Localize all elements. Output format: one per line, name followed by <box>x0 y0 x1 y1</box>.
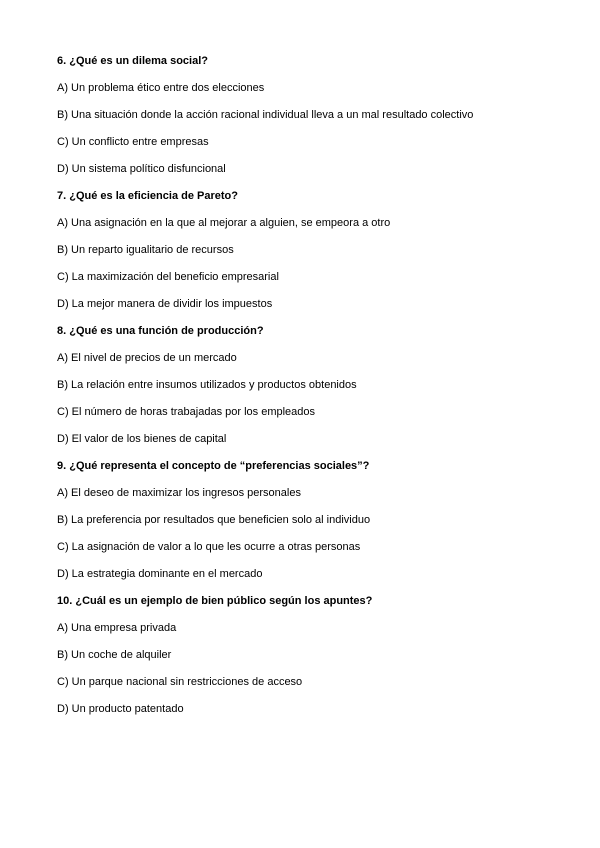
option-b: B) Una situación donde la acción racional individual lleva a un mal resultado colectivo <box>57 109 474 121</box>
option-a: A) Una empresa privada <box>57 622 177 634</box>
option-a: A) El nivel de precios de un mercado <box>57 352 237 364</box>
question-7 <box>57 190 557 311</box>
question-10 <box>57 595 557 716</box>
option-c: C) La asignación de valor a lo que les ocurre a otras personas <box>57 541 361 553</box>
option-d: D) Un producto patentado <box>57 703 184 715</box>
option-a: A) Un problema ético entre dos elecciones <box>57 82 265 94</box>
question-title: 6. ¿Qué es un dilema social? <box>57 55 208 67</box>
option-a: A) Una asignación en la que al mejorar a alguien, se empeora a otro <box>57 217 391 229</box>
document-page <box>57 55 557 730</box>
option-c: C) Un parque nacional sin restricciones de acceso <box>57 676 303 688</box>
question-9 <box>57 460 557 581</box>
option-c: C) El número de horas trabajadas por los empleados <box>57 406 316 418</box>
option-b: B) Un reparto igualitario de recursos <box>57 244 234 256</box>
question-title: 10. ¿Cuál es un ejemplo de bien público según los apuntes? <box>57 595 373 607</box>
question-title: 9. ¿Qué representa el concepto de “preferencias sociales”? <box>57 460 370 472</box>
question-8 <box>57 325 557 446</box>
option-b: B) La relación entre insumos utilizados y productos obtenidos <box>57 379 357 391</box>
option-d: D) La mejor manera de dividir los impuestos <box>57 298 273 310</box>
option-a: A) El deseo de maximizar los ingresos personales <box>57 487 301 499</box>
option-d: D) El valor de los bienes de capital <box>57 433 227 445</box>
option-d: D) Un sistema político disfuncional <box>57 163 226 175</box>
option-b: B) La preferencia por resultados que beneficien solo al individuo <box>57 514 371 526</box>
question-title: 7. ¿Qué es la eficiencia de Pareto? <box>57 190 238 202</box>
option-b: B) Un coche de alquiler <box>57 649 172 661</box>
option-d: D) La estrategia dominante en el mercado <box>57 568 263 580</box>
question-6 <box>57 55 557 176</box>
option-c: C) Un conflicto entre empresas <box>57 136 209 148</box>
option-c: C) La maximización del beneficio empresarial <box>57 271 279 283</box>
question-title: 8. ¿Qué es una función de producción? <box>57 325 264 337</box>
